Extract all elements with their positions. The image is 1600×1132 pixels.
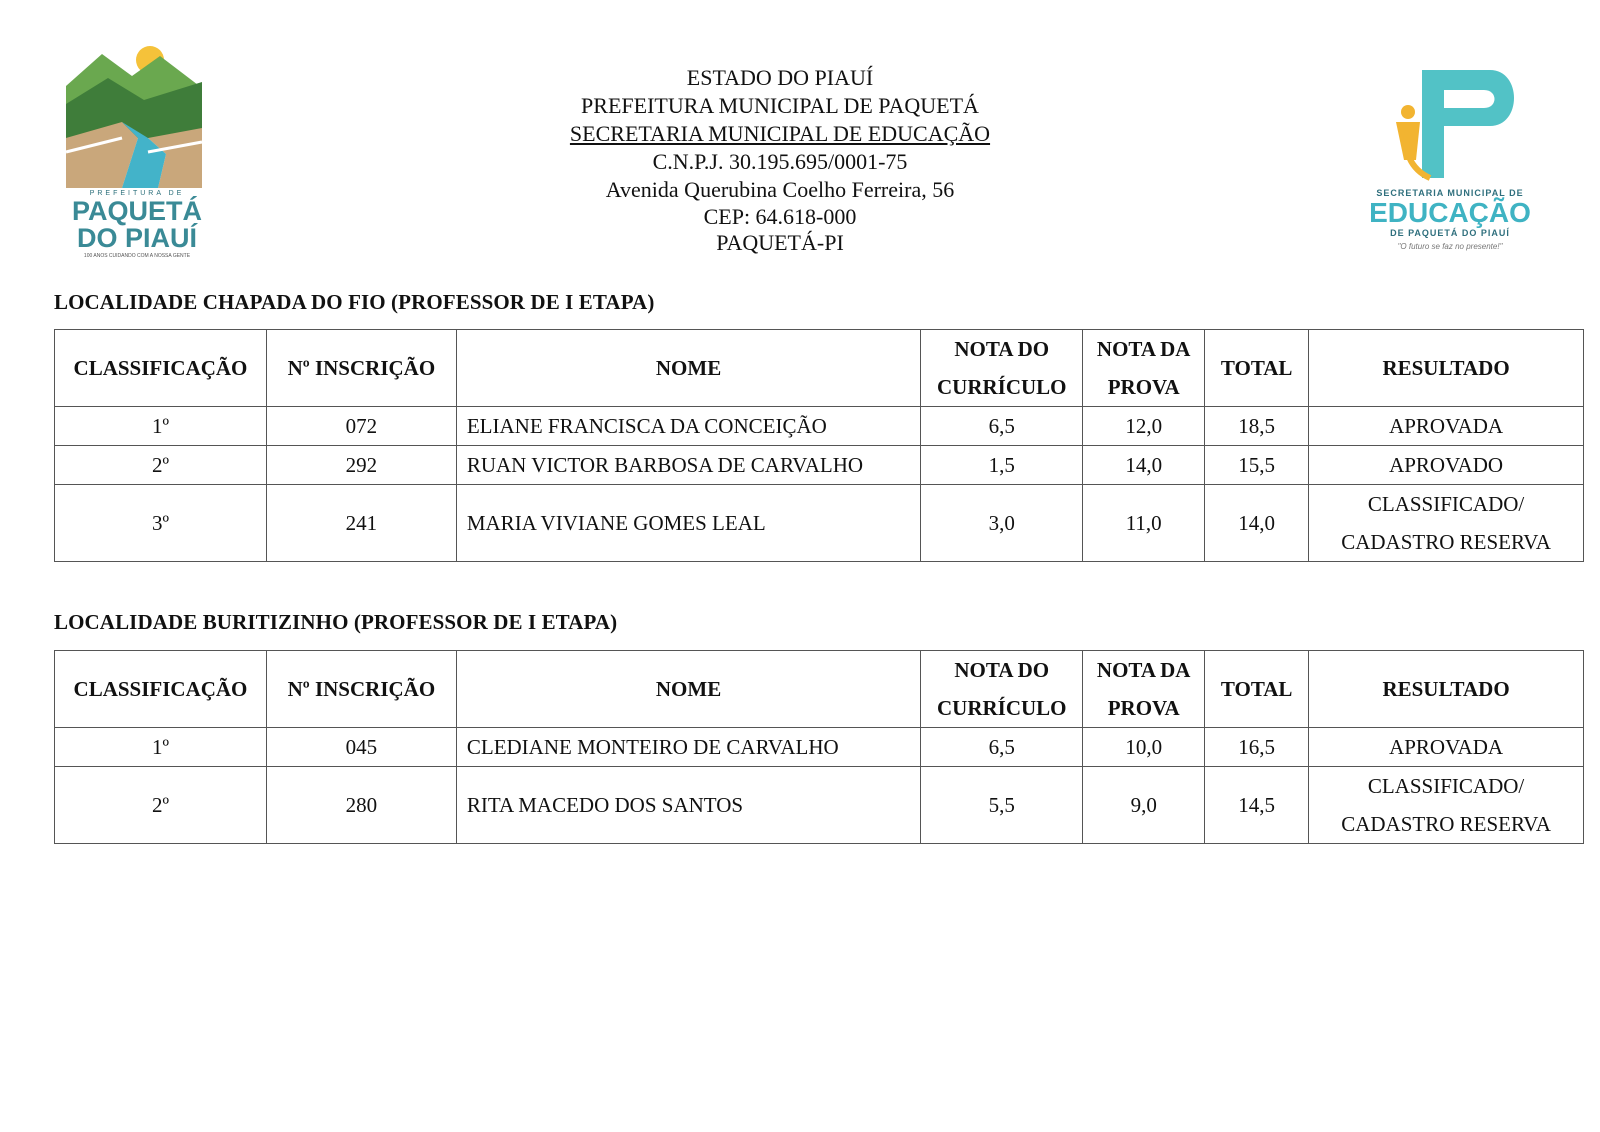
cell-nota-curriculo: 6,5: [921, 728, 1083, 767]
column-header-prova-line2: PROVA: [1107, 375, 1180, 399]
cell-nome: RUAN VICTOR BARBOSA DE CARVALHO: [456, 446, 920, 485]
cell-classificacao: 2º: [55, 446, 267, 485]
column-header-total: TOTAL: [1205, 651, 1309, 728]
cell-nota-curriculo: 1,5: [921, 446, 1083, 485]
cell-inscricao: 241: [266, 485, 456, 562]
column-header-total: TOTAL: [1205, 330, 1309, 407]
table-header-row: [55, 651, 1584, 728]
cell-inscricao: 072: [266, 407, 456, 446]
cell-nota-prova: 12,0: [1083, 407, 1205, 446]
prefeitura-logo: [62, 42, 212, 268]
cell-nota-curriculo: 3,0: [921, 485, 1083, 562]
cell-classificacao: 1º: [55, 407, 267, 446]
secretaria-logo-line1: SECRETARIA MUNICIPAL DE: [1376, 188, 1524, 198]
column-header-curriculo-line1: NOTA DO: [954, 658, 1050, 682]
cell-nome: ELIANE FRANCISCA DA CONCEIÇÃO: [456, 407, 920, 446]
column-header-inscricao: Nº INSCRIÇÃO: [266, 330, 456, 407]
secretaria-logo-line3: DE PAQUETÁ DO PIAUÍ: [1390, 228, 1510, 238]
cell-resultado: [1309, 767, 1584, 844]
header-prefecture: PREFEITURA MUNICIPAL DE PAQUETÁ: [581, 93, 979, 118]
table-row: [55, 485, 1584, 562]
cell-nota-prova: 11,0: [1083, 485, 1205, 562]
cell-classificacao: 1º: [55, 728, 267, 767]
table-header-row: [55, 330, 1584, 407]
cell-nota-prova: 9,0: [1083, 767, 1205, 844]
cell-total: 14,5: [1205, 767, 1309, 844]
cell-inscricao: 292: [266, 446, 456, 485]
column-header-resultado: RESULTADO: [1309, 651, 1584, 728]
prefeitura-logo-line1: PREFEITURA DE: [89, 190, 185, 197]
cell-nota-curriculo: 6,5: [921, 407, 1083, 446]
table-row: [55, 767, 1584, 844]
column-header-nome: NOME: [456, 330, 920, 407]
column-header-curriculo-line2: CURRÍCULO: [936, 375, 1067, 399]
column-header-prova-line1: NOTA DA: [1096, 337, 1191, 361]
column-header-classificacao: CLASSIFICAÇÃO: [55, 651, 267, 728]
cell-classificacao: 3º: [55, 485, 267, 562]
cell-resultado-line2: CADASTRO RESERVA: [1341, 530, 1551, 554]
table-row: [55, 407, 1584, 446]
results-table-buritizinho: [54, 650, 1584, 844]
cell-inscricao: 045: [266, 728, 456, 767]
column-header-nota-prova: [1083, 330, 1205, 407]
header-state: ESTADO DO PIAUÍ: [686, 65, 874, 90]
cell-nome: RITA MACEDO DOS SANTOS: [456, 767, 920, 844]
column-header-resultado: RESULTADO: [1309, 330, 1584, 407]
header-secretariat: SECRETARIA MUNICIPAL DE EDUCAÇÃO: [569, 121, 991, 146]
cell-resultado: APROVADA: [1309, 407, 1584, 446]
header-cnpj: C.N.P.J. 30.195.695/0001-75: [652, 149, 908, 174]
column-header-classificacao: CLASSIFICAÇÃO: [55, 330, 267, 407]
column-header-nota-curriculo: [921, 651, 1083, 728]
column-header-nota-curriculo: [921, 330, 1083, 407]
column-header-prova-line2: PROVA: [1107, 696, 1180, 720]
cell-nome: CLEDIANE MONTEIRO DE CARVALHO: [456, 728, 920, 767]
column-header-curriculo-line2: CURRÍCULO: [936, 696, 1067, 720]
cell-resultado-line2: CADASTRO RESERVA: [1341, 812, 1551, 836]
cell-total: 14,0: [1205, 485, 1309, 562]
cell-resultado: APROVADA: [1309, 728, 1584, 767]
cell-total: 16,5: [1205, 728, 1309, 767]
cell-nota-curriculo: 5,5: [921, 767, 1083, 844]
cell-inscricao: 280: [266, 767, 456, 844]
secretaria-educacao-logo: [1360, 60, 1540, 270]
cell-nota-prova: 14,0: [1083, 446, 1205, 485]
cell-total: 18,5: [1205, 407, 1309, 446]
section-title-buritizinho: LOCALIDADE BURITIZINHO (PROFESSOR DE I ETAPA): [54, 610, 618, 634]
cell-resultado-line1: CLASSIFICADO/: [1367, 774, 1525, 798]
secretaria-logo-line2: EDUCAÇÃO: [1369, 197, 1531, 228]
cell-total: 15,5: [1205, 446, 1309, 485]
header-city: PAQUETÁ-PI: [716, 230, 844, 255]
prefeitura-logo-tagline: 100 ANOS CUIDANDO COM A NOSSA GENTE: [83, 253, 191, 259]
cell-classificacao: 2º: [55, 767, 267, 844]
section-title-chapada-do-fio: LOCALIDADE CHAPADA DO FIO (PROFESSOR DE I ETAPA): [54, 290, 655, 314]
secretaria-logo-tagline: "O futuro se faz no presente!": [1397, 242, 1503, 251]
column-header-inscricao: Nº INSCRIÇÃO: [266, 651, 456, 728]
column-header-nome: NOME: [456, 651, 920, 728]
secretaria-logo-emblem: [1360, 60, 1540, 190]
header-cep: CEP: 64.618-000: [703, 204, 857, 229]
prefeitura-logo-line3: DO PIAUÍ: [76, 223, 197, 253]
cell-resultado: APROVADO: [1309, 446, 1584, 485]
table-row: [55, 728, 1584, 767]
document-header: [480, 64, 1080, 256]
column-header-prova-line1: NOTA DA: [1096, 658, 1191, 682]
cell-resultado-line1: CLASSIFICADO/: [1367, 492, 1525, 516]
cell-nome: MARIA VIVIANE GOMES LEAL: [456, 485, 920, 562]
column-header-nota-prova: [1083, 651, 1205, 728]
column-header-curriculo-line1: NOTA DO: [954, 337, 1050, 361]
header-address: Avenida Querubina Coelho Ferreira, 56: [605, 177, 955, 202]
cell-resultado: [1309, 485, 1584, 562]
results-table-chapada-do-fio: [54, 329, 1584, 562]
prefeitura-logo-line2: PAQUETÁ: [71, 196, 202, 226]
cell-nota-prova: 10,0: [1083, 728, 1205, 767]
table-row: [55, 446, 1584, 485]
